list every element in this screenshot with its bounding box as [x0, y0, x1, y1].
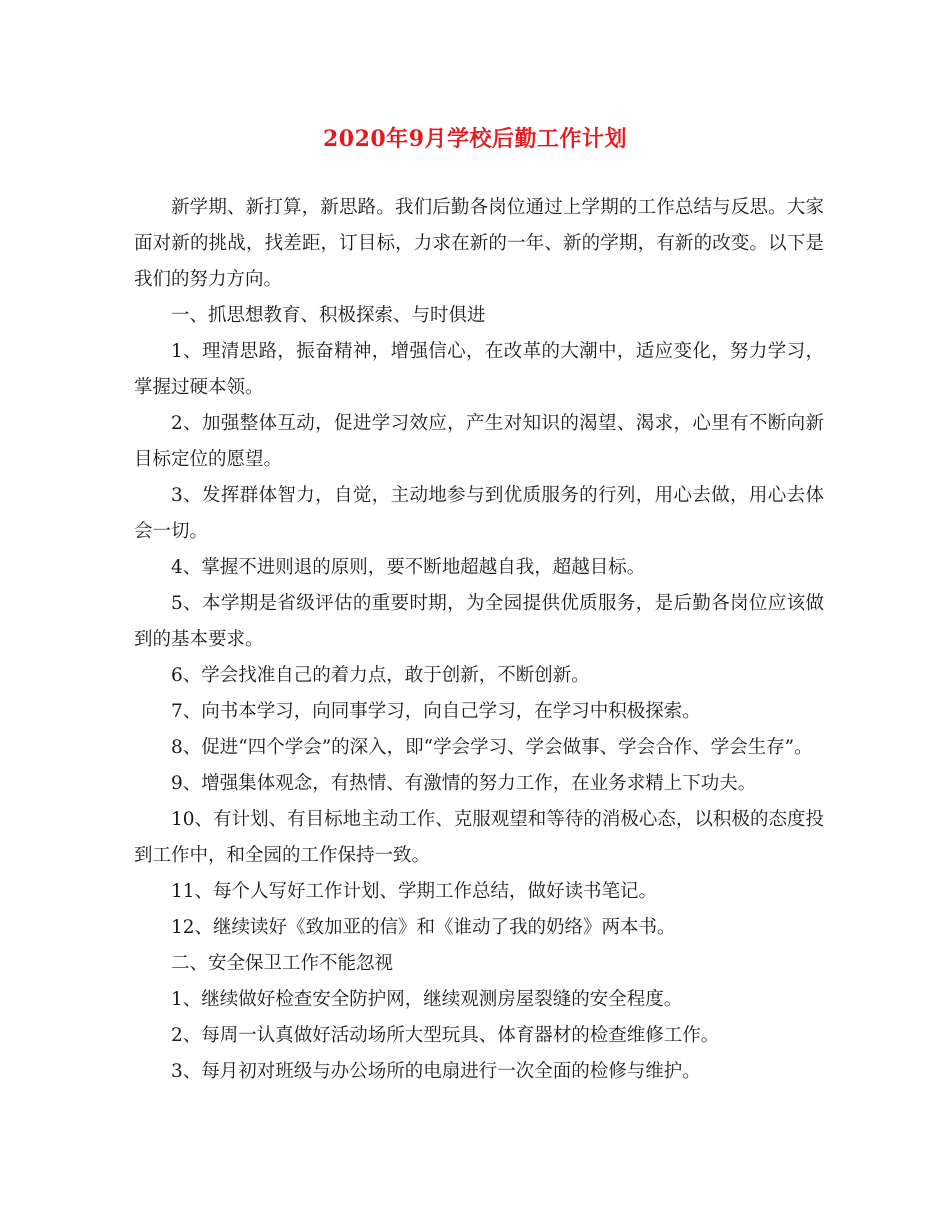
list-item: 1、继续做好检查安全防护网，继续观测房屋裂缝的安全程度。 [171, 989, 683, 1010]
section-heading-1: 一、抓思想教育、积极探索、与时俱进 [171, 305, 486, 326]
list-item: 4、掌握不进则退的原则，要不断地超越自我，超越目标。 [171, 557, 646, 578]
section-heading-2: 二、安全保卫工作不能忽视 [171, 953, 394, 974]
list-item: 3、发挥群体智力，自觉，主动地参与到优质服务的行列，用心去做，用心去体会一切。 [134, 485, 824, 542]
document-title: 2020年9月学校后勤工作计划 [322, 126, 628, 152]
intro-paragraph: 新学期、新打算，新思路。我们后勤各岗位通过上学期的工作总结与反思。大家面对新的挑战，找差距，订目标，力求在新的一年、新的学期，有新的改变。以下是我们的努力方向。 [134, 197, 824, 290]
list-item: 7、向书本学习，向同事学习，向自己学习，在学习中积极探索。 [171, 701, 701, 722]
list-item: 9、增强集体观念，有热情、有激情的努力工作，在业务求精上下功夫。 [171, 773, 757, 794]
list-item: 2、每周一认真做好活动场所大型玩具、体育器材的检查维修工作。 [171, 1025, 720, 1046]
list-item: 8、促进“四个学会”的深入，即“学会学习、学会做事、学会合作、学会生存”。 [171, 737, 813, 758]
list-item: 12、继续读好《致加亚的信》和《谁动了我的奶络》两本书。 [171, 917, 676, 938]
list-item: 1、理清思路，振奋精神，增强信心，在改革的大潮中，适应变化，努力学习，掌握过硬本领。 [134, 341, 824, 398]
list-item: 10、有计划、有目标地主动工作、克服观望和等待的消极心态，以积极的态度投到工作中，和全园的工作保持一致。 [134, 809, 824, 866]
list-item: 2、加强整体互动，促进学习效应，产生对知识的渴望、渴求，心里有不断向新目标定位的愿望。 [134, 413, 824, 470]
list-item: 5、本学期是省级评估的重要时期，为全园提供优质服务，是后勤各岗位应该做到的基本要求。 [134, 593, 824, 650]
list-item: 3、每月初对班级与办公场所的电扇进行一次全面的检修与维护。 [171, 1061, 701, 1082]
list-item: 6、学会找准自己的着力点，敢于创新，不断创新。 [171, 665, 590, 686]
list-item: 11、每个人写好工作计划、学期工作总结，做好读书笔记。 [171, 881, 658, 902]
document-body [134, 190, 824, 1090]
